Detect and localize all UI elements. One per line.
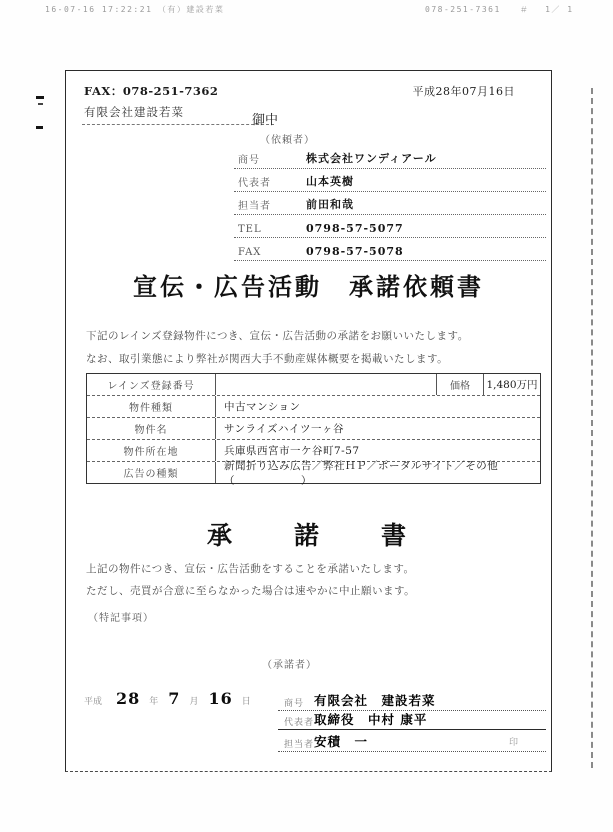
date-month: 7: [168, 689, 181, 708]
month-unit: 月: [189, 697, 199, 707]
field-label: 代表者: [284, 718, 315, 728]
field-value: 山本英樹: [306, 175, 354, 188]
date-day: 16: [208, 689, 233, 708]
price-value: 1,480万円: [486, 379, 538, 391]
intro-line: 下記のレインズ登録物件につき、宣伝・広告活動の承諾をお願いいたします。: [86, 330, 469, 342]
document-title: 宣伝・広告活動 承諾依頼書: [133, 272, 484, 301]
addressee-name: 有限会社建設若菜: [84, 105, 184, 119]
row-value: サンライズハイツ一ヶ谷: [224, 423, 345, 435]
special-notes-label: （特記事項）: [88, 613, 154, 624]
field-value: 株式会社ワンディアール: [306, 152, 437, 165]
fax-transmission-header-right: 078-251-7361 ＃ 1／ 1: [425, 5, 574, 14]
field-label: 担当者: [284, 740, 315, 750]
field-value: 0798-57-5078: [306, 245, 404, 258]
consenter-signature-block: [278, 683, 546, 752]
field-value: 取締役 中村 康平: [314, 712, 428, 727]
fax-transmission-header-left: 16-07-16 17:22:21 （有）建設若菜: [45, 5, 225, 14]
document-frame: [65, 70, 552, 772]
reins-number-label: レインズ登録番号: [87, 374, 216, 395]
consent-line: 上記の物件につき、宣伝・広告活動をすることを承諾いたします。: [86, 563, 415, 575]
consenter-section-label: （承諾者）: [262, 660, 317, 671]
scan-artifact-mark: [36, 126, 43, 129]
row-value: 中古マンション: [224, 401, 301, 413]
field-label: 代表者: [238, 178, 271, 189]
row-label: 物件種類: [87, 396, 216, 417]
consenter-row-contact-person: [278, 730, 546, 752]
addressee-honorific: 御中: [252, 113, 279, 128]
consent-date: [84, 689, 261, 708]
document-date: 平成28年07月16日: [412, 85, 515, 98]
field-value: 有限会社 建設若菜: [314, 693, 436, 708]
row-value: 新聞折り込み広告／弊社ＨＰ／ポータルサイト／その他（ ）: [224, 459, 499, 487]
field-label: TEL: [238, 224, 262, 235]
fax-number-line: FAX：078-251-7362: [84, 84, 219, 98]
table-row-ad-type: [87, 459, 540, 487]
consent-line: ただし、売買が合意に至らなかった場合は速やかに中止願います。: [86, 585, 416, 597]
consenter-row-company: [278, 683, 546, 711]
requester-section-label: （依頼者）: [260, 135, 315, 146]
property-table: [86, 373, 541, 487]
requester-row-company: [234, 149, 546, 169]
reins-number-value: [216, 374, 436, 395]
era-label: 平成: [84, 697, 103, 707]
field-value: 前田和哉: [306, 198, 354, 211]
table-row-reins: [87, 374, 540, 396]
field-label: 商号: [238, 155, 260, 166]
addressee-underline: [82, 124, 274, 125]
table-row-property-type: [87, 396, 540, 418]
requester-row-fax: [234, 241, 546, 261]
table-row-property-name: [87, 418, 540, 440]
date-year: 28: [116, 689, 141, 708]
requester-row-representative: [234, 172, 546, 192]
field-value: 安積 一: [314, 734, 369, 749]
requester-row-contact-person: [234, 195, 546, 215]
row-label: 物件名: [87, 418, 216, 439]
row-label: 広告の種類: [87, 462, 216, 483]
field-label: FAX: [238, 247, 262, 258]
row-label: 物件所在地: [87, 440, 216, 461]
field-label: 担当者: [238, 201, 271, 212]
scan-artifact-mark: [38, 103, 43, 105]
field-value: 0798-57-5077: [306, 222, 404, 235]
day-unit: 日: [241, 697, 251, 707]
consent-heading: 承 諾 書: [206, 521, 410, 550]
year-unit: 年: [149, 697, 159, 707]
consenter-row-representative: [278, 711, 546, 730]
scan-artifact-mark: [36, 96, 44, 99]
intro-line: なお、取引業態により弊社が関西大手不動産媒体概要を掲載いたします。: [86, 353, 449, 365]
scan-artifact-right-edge: [591, 88, 593, 768]
field-label: 商号: [284, 699, 305, 709]
price-label: 価格: [436, 374, 484, 395]
row-value: 兵庫県西宮市一ケ谷町7-57: [224, 445, 360, 457]
seal-mark: 印: [508, 738, 518, 748]
requester-row-tel: [234, 218, 546, 238]
